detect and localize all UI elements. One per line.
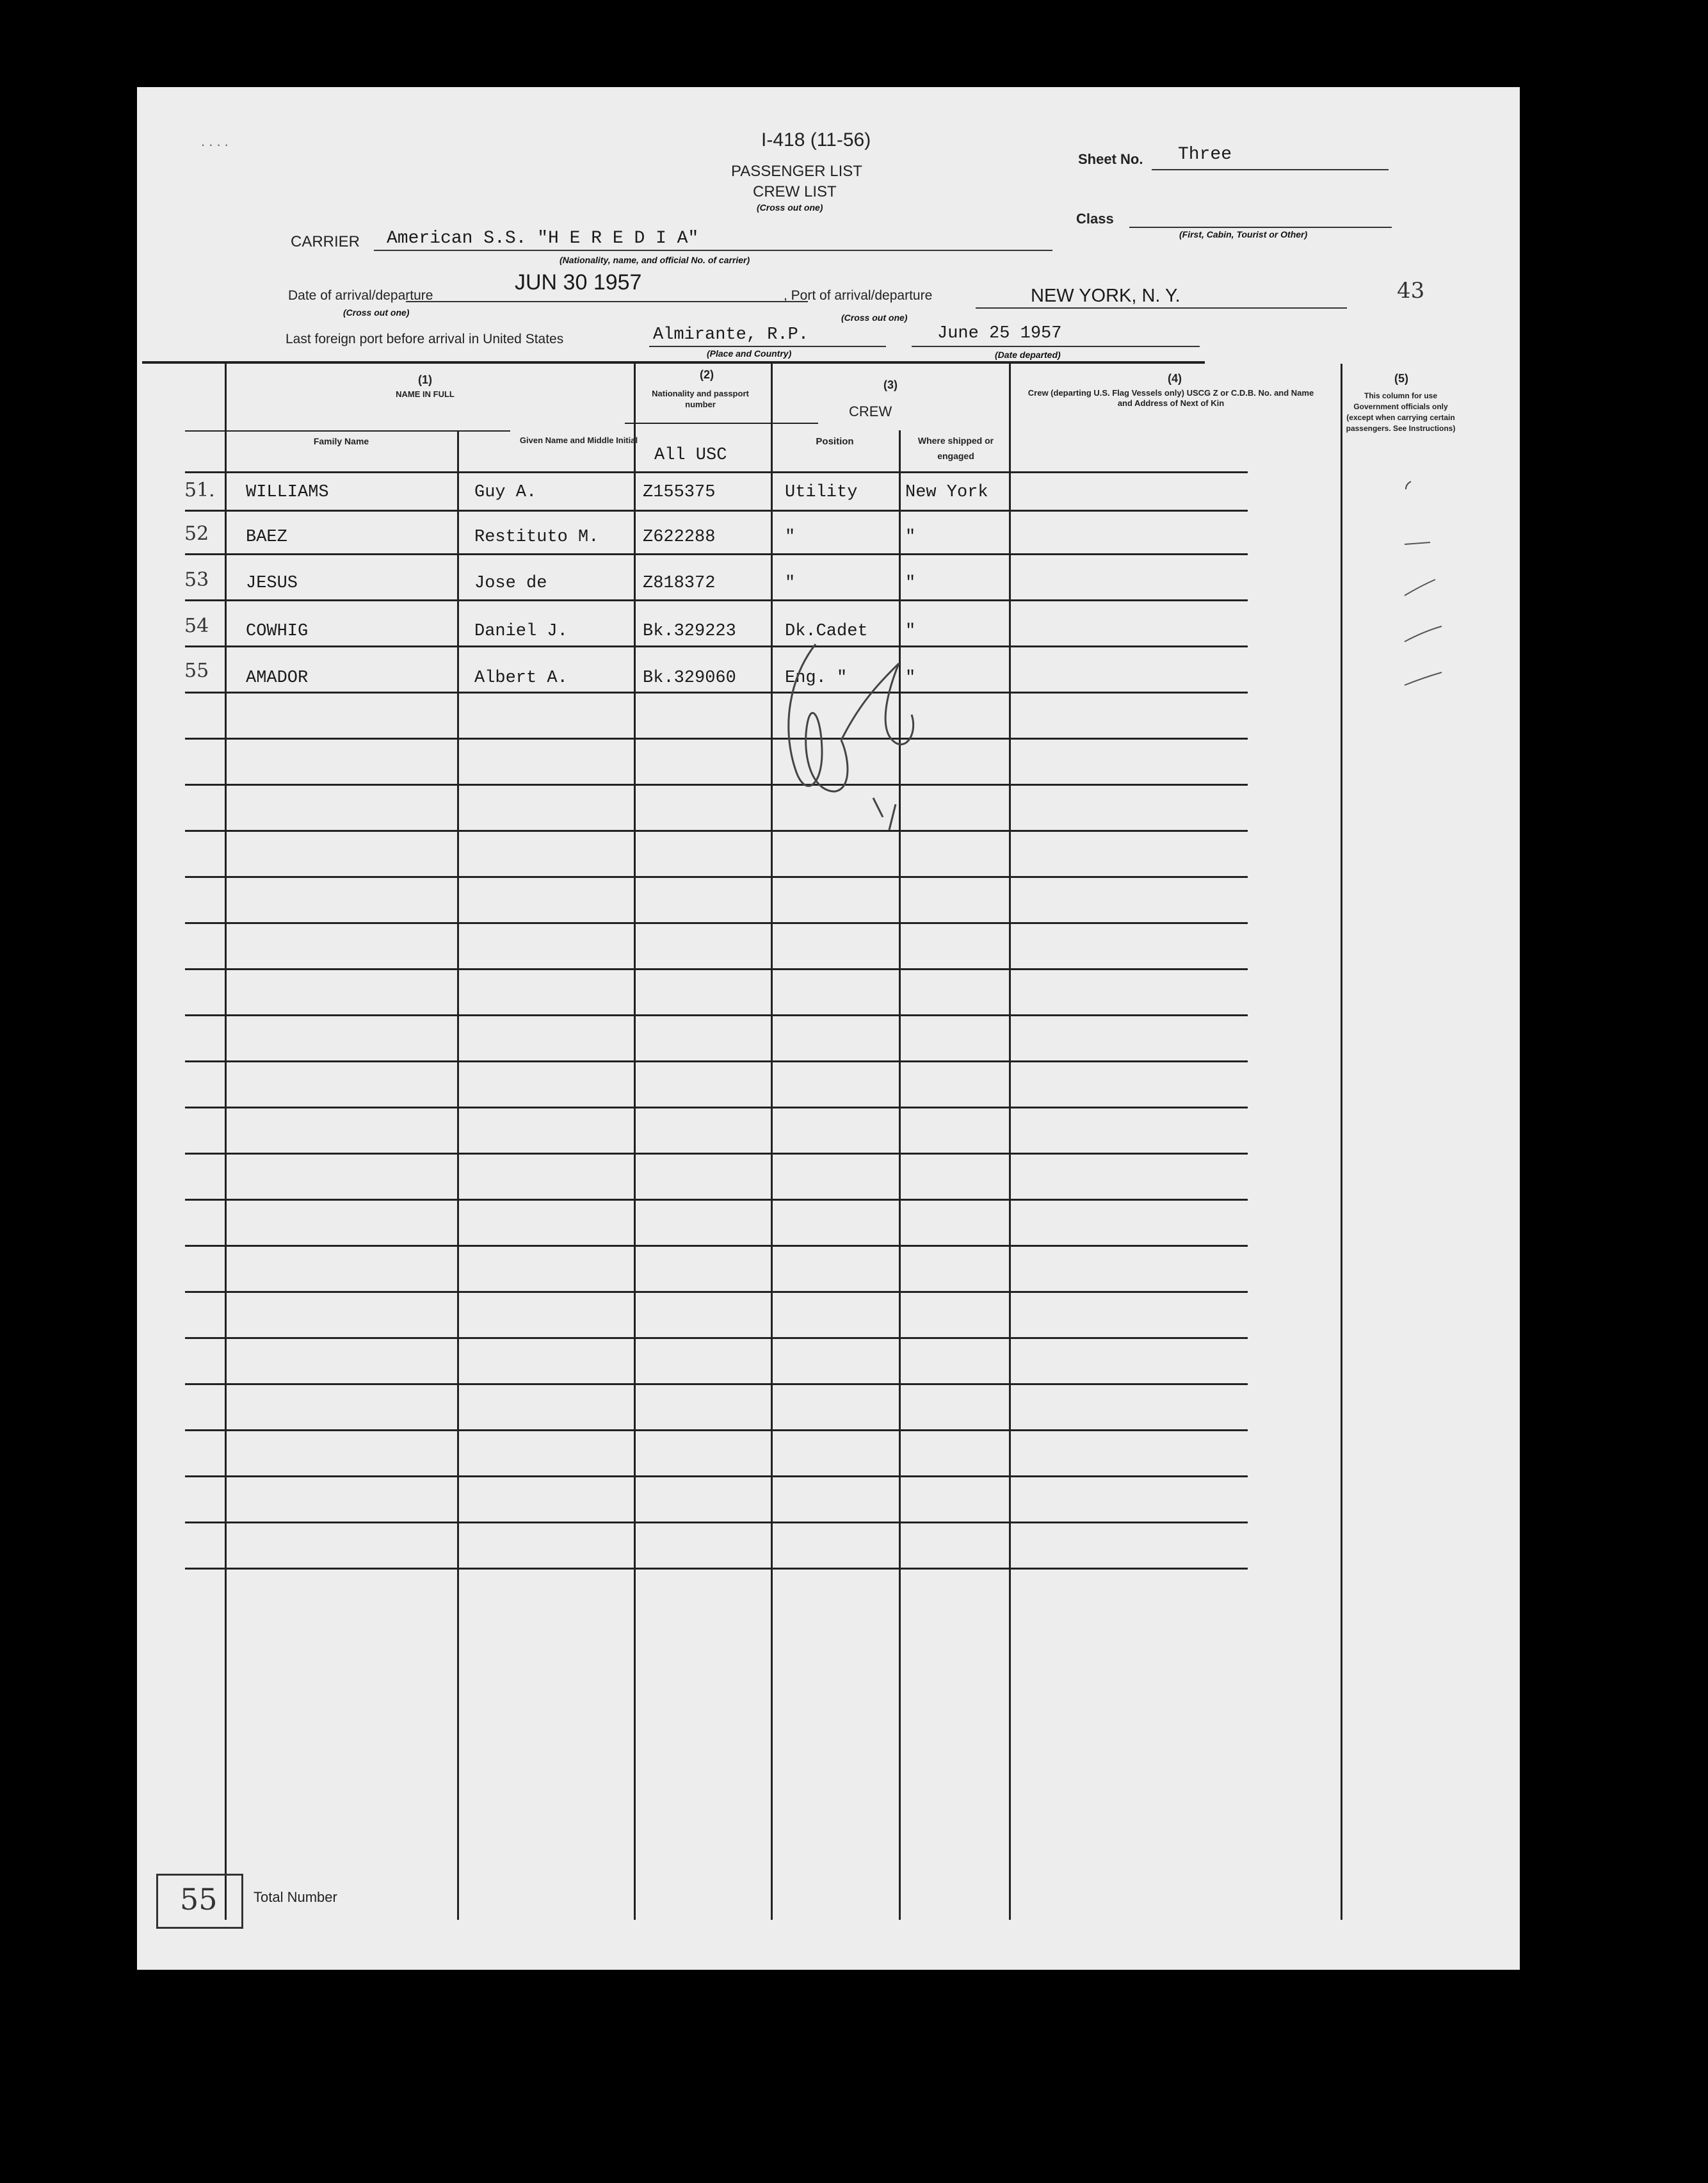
sheet-label: Sheet No. xyxy=(1078,151,1143,167)
date-departed-value: June 25 1957 xyxy=(937,324,1062,343)
col-rule-left xyxy=(225,364,227,1920)
row-rule xyxy=(185,1568,1248,1570)
form-code: I-418 (11-56) xyxy=(761,129,871,150)
arrival-underline xyxy=(406,301,808,302)
given-name: Albert A. xyxy=(474,669,568,688)
row-rule xyxy=(185,1522,1248,1523)
row-rule xyxy=(185,1475,1248,1477)
row-rule xyxy=(185,510,1248,512)
last-port-label: Last foreign port before arrival in United States xyxy=(286,332,564,346)
port-cross-note: (Cross out one) xyxy=(841,312,908,323)
class-label: Class xyxy=(1076,211,1114,227)
row-rule xyxy=(185,645,1248,647)
port-label: , Port of arrival/departure xyxy=(784,288,933,303)
where-shipped: " xyxy=(905,669,916,688)
row-number: 53 xyxy=(184,569,209,591)
last-port-note: (Place and Country) xyxy=(707,348,792,359)
signature-mark xyxy=(777,625,944,843)
row-rule xyxy=(185,830,1248,832)
col5-number: (5) xyxy=(1394,372,1408,385)
passport-number: Bk.329223 xyxy=(643,622,736,641)
class-note: (First, Cabin, Tourist or Other) xyxy=(1179,229,1308,239)
last-port-value: Almirante, R.P. xyxy=(653,325,809,345)
col-position: Position xyxy=(816,436,854,447)
row-rule xyxy=(185,1014,1248,1016)
official-check-marks xyxy=(1392,474,1456,820)
row-rule xyxy=(185,738,1248,740)
col-given-name: Given Name and Middle Initial xyxy=(519,435,638,445)
row-rule xyxy=(185,1153,1248,1155)
row-rule xyxy=(185,1291,1248,1293)
given-name: Jose de xyxy=(474,574,547,593)
row-number: 52 xyxy=(184,523,209,545)
arrival-cross-note: (Cross out one) xyxy=(343,307,410,318)
row-rule xyxy=(185,1199,1248,1201)
title-cross-out-note: (Cross out one) xyxy=(757,202,823,213)
name-subheader-rule xyxy=(185,430,510,432)
total-number-value: 55 xyxy=(180,1882,218,1917)
col2-title: Nationality and passport number xyxy=(652,389,749,409)
col3-title: CREW xyxy=(849,403,892,419)
col3-number: (3) xyxy=(883,378,898,391)
arrival-value: JUN 30 1957 xyxy=(515,270,642,295)
passport-number: Bk.329060 xyxy=(643,669,736,688)
given-name: Guy A. xyxy=(474,483,537,502)
family-name: AMADOR xyxy=(246,669,309,688)
given-name: Daniel J. xyxy=(474,622,568,641)
col-rule-kin-official xyxy=(1341,364,1342,1920)
crew-position: Dk.Cadet xyxy=(785,622,868,641)
row-rule xyxy=(185,692,1248,694)
form-sheet xyxy=(137,87,1520,1970)
total-number-box xyxy=(156,1874,243,1929)
header-bottom-rule xyxy=(185,471,1248,473)
passport-number: Z818372 xyxy=(643,574,716,593)
row-rule xyxy=(185,1337,1248,1339)
col5-title: This column for use Government officials only (except when carrying certain passengers. See Instructions) xyxy=(1346,391,1456,433)
class-underline xyxy=(1129,227,1392,228)
row-rule xyxy=(185,876,1248,878)
where-shipped: " xyxy=(905,622,916,641)
arrival-label: Date of arrival/departure xyxy=(288,288,433,303)
col-where-shipped: Where shipped or engaged xyxy=(917,435,994,461)
where-shipped: " xyxy=(905,528,916,547)
crew-subheader-rule xyxy=(625,423,818,424)
sheet-underline xyxy=(1152,169,1389,170)
row-number: 51. xyxy=(184,479,215,501)
row-rule xyxy=(185,1383,1248,1385)
crew-position: " xyxy=(785,574,796,593)
passport-number: Z155375 xyxy=(643,483,716,502)
col4-title: Crew (departing U.S. Flag Vessels only) USCG Z or C.D.B. No. and Name and Address of Next of Kin xyxy=(1027,388,1314,408)
date-departed-note: (Date departed) xyxy=(995,350,1061,360)
family-name: BAEZ xyxy=(246,528,287,547)
row-rule xyxy=(185,1429,1248,1431)
row-rule xyxy=(185,1107,1248,1108)
table-top-rule xyxy=(142,361,1205,364)
crew-position: Utility xyxy=(785,483,858,502)
sheet-value: Three xyxy=(1178,145,1232,165)
col-rule-crew-kin xyxy=(1009,364,1011,1920)
col4-number: (4) xyxy=(1168,372,1182,385)
where-shipped: " xyxy=(905,574,916,593)
crew-position: " xyxy=(785,528,796,547)
passport-number: Z622288 xyxy=(643,528,716,547)
date-departed-underline xyxy=(912,346,1200,347)
port-underline xyxy=(976,307,1347,309)
carrier-value: American S.S. "H E R E D I A" xyxy=(387,229,699,248)
given-name: Restituto M. xyxy=(474,528,599,547)
carrier-underline xyxy=(374,250,1052,251)
row-number: 55 xyxy=(184,660,209,682)
title-crew-list: CREW LIST xyxy=(753,183,837,200)
family-name: WILLIAMS xyxy=(246,483,329,502)
family-name: COWHIG xyxy=(246,622,309,641)
col-rule-family-given xyxy=(457,430,459,1920)
carrier-note: (Nationality, name, and official No. of carrier) xyxy=(560,255,750,265)
row-rule xyxy=(185,1060,1248,1062)
family-name: JESUS xyxy=(246,574,298,593)
col-rule-given-passport xyxy=(634,364,636,1920)
row-rule xyxy=(185,599,1248,601)
carrier-label: CARRIER xyxy=(291,233,360,250)
last-port-underline xyxy=(649,346,886,347)
col-family-name: Family Name xyxy=(313,436,369,446)
row-rule xyxy=(185,553,1248,555)
title-passenger-list: PASSENGER LIST xyxy=(731,163,862,180)
scan-specks: . . . . xyxy=(201,133,229,149)
row-rule xyxy=(185,922,1248,924)
col2-nationality-value: All USC xyxy=(654,446,727,465)
port-value: NEW YORK, N. Y. xyxy=(1031,286,1180,306)
page-number: 43 xyxy=(1397,278,1425,304)
row-rule xyxy=(185,968,1248,970)
col1-number: (1) xyxy=(418,373,432,386)
col-rule-passport-crew xyxy=(771,364,773,1920)
where-shipped: New York xyxy=(905,483,988,502)
row-number: 54 xyxy=(184,615,209,637)
row-rule xyxy=(185,1245,1248,1247)
row-rule xyxy=(185,784,1248,786)
total-number-label: Total Number xyxy=(254,1889,337,1905)
col1-title: NAME IN FULL xyxy=(396,389,455,399)
col2-number: (2) xyxy=(700,368,714,381)
crew-position: Eng. " xyxy=(785,669,848,688)
